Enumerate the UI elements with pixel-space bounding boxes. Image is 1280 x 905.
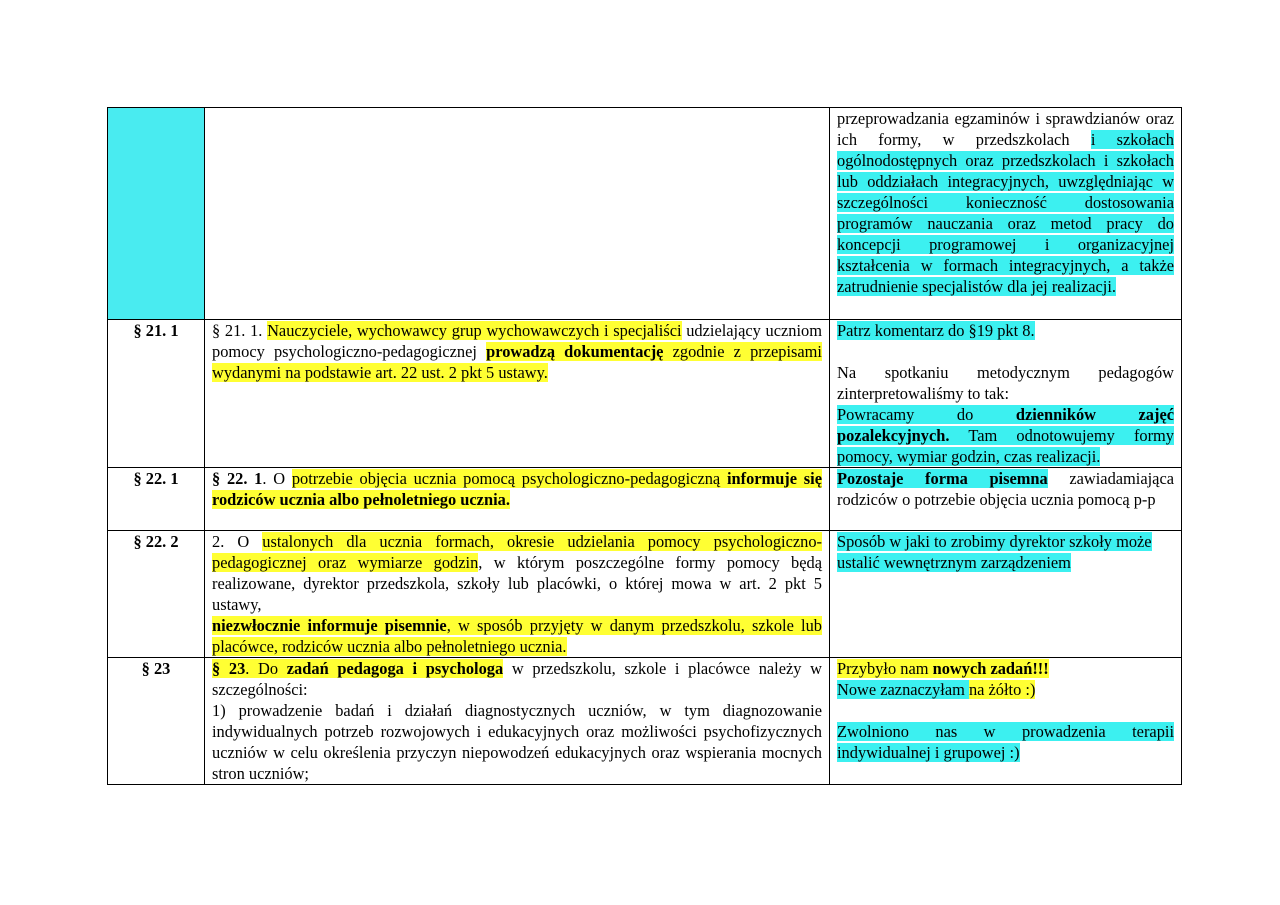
regulation-text: § 21. 1. [212, 321, 268, 340]
regulation-highlight: potrzebie objęcia ucznia pomocą psychologiczno-pedagogiczną [291, 469, 727, 488]
comment-cell [830, 108, 1182, 320]
comment-cell [830, 468, 1182, 531]
table-row [108, 658, 1182, 785]
table-row [108, 531, 1182, 658]
comment-text: zawiadamiająca rodziców o potrzebie objęcia ucznia pomocą p-p [837, 469, 1174, 509]
regulation-paragraph [212, 658, 822, 700]
section-number-cell: § 22. 2 [108, 531, 205, 658]
comment-highlight: Tam odnotowujemy formy pomocy, wymiar godzin, czas realizacji. [837, 426, 1174, 466]
comment-highlight-bold: Pozostaje forma pisemna [837, 469, 1048, 488]
regulation-highlight: , w sposób przyjęty w danym przedszkolu, szkole lub placówce, rodziców ucznia albo pełnoletniego ucznia. [212, 616, 822, 656]
regulation-text-cell [205, 658, 830, 785]
regulation-text-cell [205, 531, 830, 658]
regulation-paragraph [212, 531, 822, 615]
regulation-highlight-bold: zadań pedagoga i psychologa [286, 659, 504, 678]
document-table [107, 107, 1182, 785]
regulation-highlight-bold: § 23 [212, 659, 246, 678]
comment-cell [830, 658, 1182, 785]
comment-highlight: Sposób w jaki to zrobimy dyrektor szkoły może ustalić wewnętrznym zarządzeniem [837, 532, 1152, 572]
regulation-text-cell [205, 108, 830, 320]
regulation-highlight: . Do [245, 659, 287, 678]
regulation-text-cell [205, 468, 830, 531]
comment-cell [830, 320, 1182, 468]
comment-highlight-yellow-bold: nowych zadań!!! [932, 659, 1049, 678]
table-row [108, 320, 1182, 468]
comment-highlight-yellow: Przybyło nam [837, 659, 933, 678]
comment-text: przeprowadzania egzaminów i sprawdzianów oraz ich formy, w przedszkolach [837, 109, 1174, 149]
comment-line [837, 679, 1174, 700]
spacer [837, 341, 1174, 362]
section-number-cell [108, 108, 205, 320]
comment-line [837, 320, 1174, 341]
regulation-text: 2. O [212, 532, 263, 551]
spacer [837, 700, 1174, 721]
comment-highlight: Powracamy do [837, 405, 1016, 424]
table-row [108, 468, 1182, 531]
section-number-cell: § 21. 1 [108, 320, 205, 468]
regulation-highlight-bold: niezwłocznie informuje pisemnie [212, 616, 447, 635]
regulation-text: 1) prowadzenie badań i działań diagnostycznych uczniów, w tym diagnozowanie indywidualnych potrzeb rozwojowych i edukacyjnych oraz możliwości psychofizycznych uczniów w celu określenia przyczyn niepowodzeń edukacyjnych oraz wspierania mocnych stron uczniów; [212, 701, 822, 783]
table-row [108, 108, 1182, 320]
regulation-paragraph [212, 700, 822, 784]
regulation-text: w szczególności: [212, 659, 823, 699]
comment-line [837, 658, 1174, 679]
regulation-paragraph [212, 615, 822, 657]
section-number-cell: § 22. 1 [108, 468, 205, 531]
regulation-text-bold: § 22. 1 [212, 469, 263, 488]
regulation-highlight: zgodnie z przepisami wydanymi na podstawie art. 22 ust. 2 pkt 5 ustawy. [212, 342, 822, 382]
regulation-highlight: Nauczyciele, wychowawcy grup wychowawczych i specjaliści [267, 321, 682, 340]
comment-highlight: Zwolniono nas w prowadzenia terapii indywidualnej i grupowej :) [837, 722, 1174, 762]
regulation-highlight-bold: informuje się rodziców ucznia albo pełnoletniego ucznia. [212, 469, 822, 509]
regulation-highlight-bold: prowadzą dokumentację [486, 342, 664, 361]
comment-text: Na spotkaniu metodycznym pedagogów zinterpretowaliśmy to tak: [837, 363, 1174, 403]
comment-highlight: Nowe zaznaczyłam [837, 680, 969, 699]
comment-highlight-yellow: na żółto :) [968, 680, 1036, 699]
regulation-text: w przedszkolu, szkole i placówce należy [503, 659, 802, 678]
comment-highlight: Patrz komentarz do §19 pkt 8. [837, 321, 1035, 340]
comment-highlight: i szkołach ogólnodostępnych oraz przedszkolach i szkołach lub oddziałach integracyjnych, uwzględniając w szczególności konieczność dostosowania programów nauczania oraz metod pracy do koncepcji programowej i organizacyjnej kształcenia w formach integracyjnych, a także zatrudnienie specjalistów dla jej realizacji. [837, 130, 1174, 296]
comment-line [837, 721, 1174, 763]
comment-highlight-bold: dzienników zajęć pozalekcyjnych. [837, 405, 1174, 445]
section-number-cell: § 23 [108, 658, 205, 785]
regulation-text: , w którym poszczególne formy pomocy będą realizowane, dyrektor przedszkola, szkoły lub placówki, o której mowa w art. 2 pkt 5 ustawy, [212, 553, 822, 614]
comment-cell [830, 531, 1182, 658]
comment-line [837, 404, 1174, 467]
regulation-text: udzielający uczniom pomocy psychologiczno-pedagogicznej [212, 321, 822, 361]
regulation-highlight: ustalonych dla ucznia formach, okresie udzielania pomocy psychologiczno-pedagogicznej oraz wymiarze godzin [212, 532, 822, 572]
regulation-text-cell [205, 320, 830, 468]
comment-line [837, 362, 1174, 404]
regulation-text: . O [262, 469, 292, 488]
